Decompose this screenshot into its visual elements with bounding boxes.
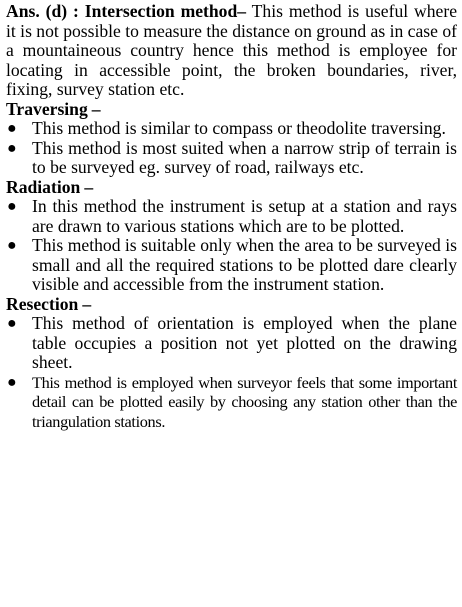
bullet-icon: ●	[7, 237, 17, 254]
section-title: Radiation	[6, 176, 81, 197]
section-dash: –	[84, 176, 94, 197]
bullet-icon: ●	[7, 120, 17, 137]
list-item	[6, 236, 457, 295]
intro-paragraph	[6, 2, 457, 100]
intro-text: This method is useful where it is not possible to measure the distance on ground as in case of a mountaineous country hence this method is employee for locating in accessible point, the broken boundaries, river, fixing, survey station etc.	[6, 1, 457, 99]
section-title: Resection	[6, 293, 79, 314]
section-heading-traversing	[6, 100, 457, 120]
list-item-text: This method is suitable only when the area to be surveyed is small and all the required stations to be plotted dare clearly visible and accessible from the instrument station.	[32, 235, 457, 294]
section-heading-radiation	[6, 178, 457, 198]
list-item-text: This method is most suited when a narrow strip of terrain is to be surveyed eg. survey of road, railways etc.	[32, 137, 457, 177]
section-dash: –	[91, 98, 101, 119]
list-item	[6, 119, 457, 139]
list-item-text: In this method the instrument is setup at a station and rays are drawn to various stations which are to be plotted.	[32, 196, 457, 236]
list-item-text: This method is similar to compass or theodolite traversing.	[32, 118, 446, 138]
list-item	[6, 197, 457, 236]
bullet-icon: ●	[7, 373, 17, 391]
list-item	[6, 314, 457, 373]
radiation-list	[6, 197, 457, 295]
list-item	[6, 373, 457, 432]
list-item-text: This method of orientation is employed when the plane table occupies a position not yet plotted on the drawing sheet.	[32, 313, 457, 372]
bullet-icon: ●	[7, 139, 17, 157]
list-item-text: This method is employed when surveyor feels that some important detail can be plotted easily by choosing any station other than the triangulation stations.	[32, 372, 457, 431]
resection-list	[6, 314, 457, 373]
resection-list-continued	[6, 373, 457, 432]
traversing-list	[6, 119, 457, 178]
answer-dash: –	[237, 1, 247, 21]
section-heading-resection	[6, 295, 457, 315]
answer-label: Ans. (d) : Intersection method	[6, 1, 238, 21]
section-dash: –	[82, 293, 92, 314]
section-title: Traversing	[6, 98, 88, 119]
bullet-icon: ●	[7, 315, 17, 332]
list-item	[6, 139, 457, 178]
bullet-icon: ●	[7, 198, 17, 215]
